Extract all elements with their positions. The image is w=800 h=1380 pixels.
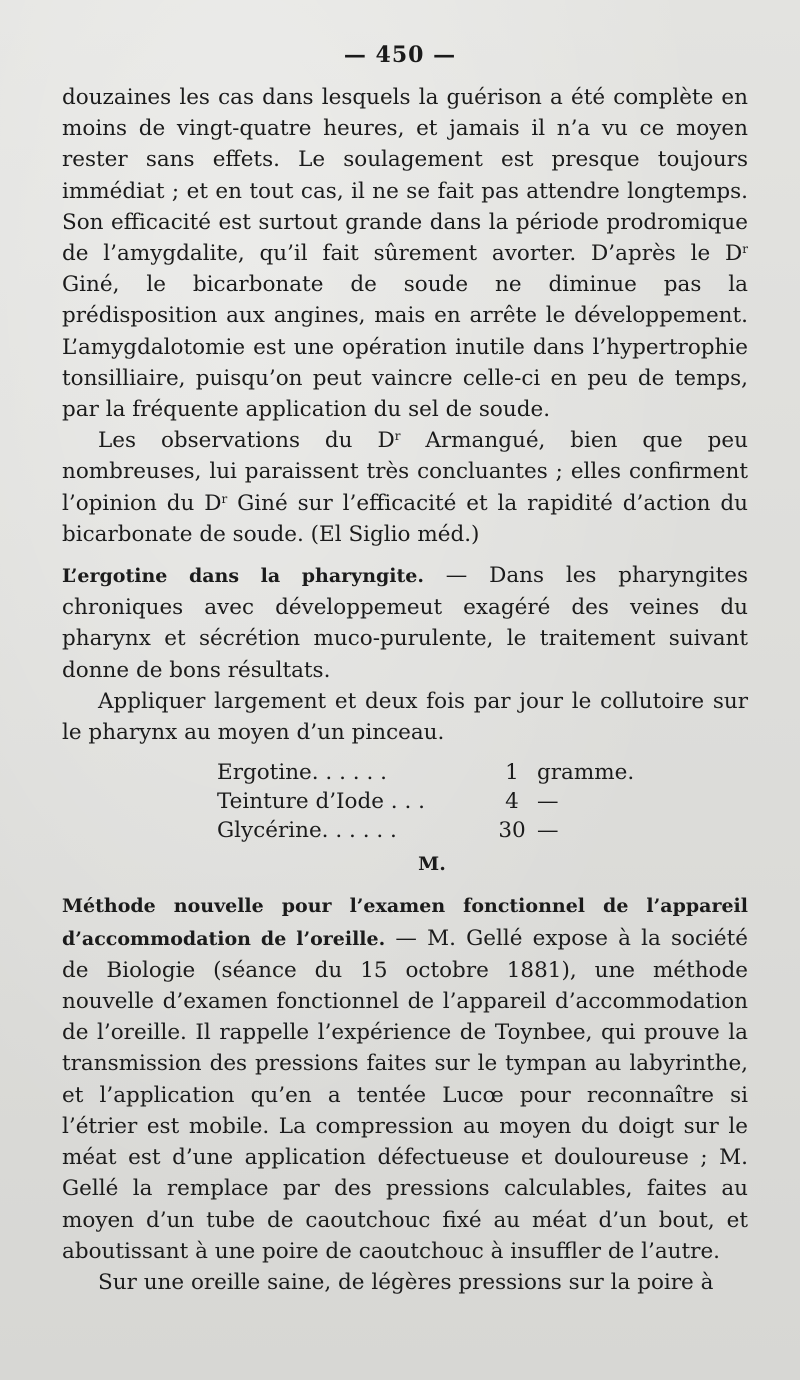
recipe-ingredient: Glycérine. . . . . .: [217, 818, 397, 844]
recipe-row: [217, 758, 687, 787]
section-ergotine: [62, 560, 748, 686]
section-text-gelle: — M. Gellé expose à la société de Biologie (séance du 15 octobre 1881), une méthode nouvelle d’examen fonctionnel de l’appareil d’accommodation de l’oreille. Il rappelle l’expérience de Toynbee, qui prouve la transmission des pressions faites sur le tympan au labyrinthe, et l’application qu’en a tentée Lucœ pour reconnaître si l’étrier est mobile. La compression au moyen du doigt sur le méat est d’une application défectueuse et douloureuse ; M. Gellé la remplace par des pressions calculables, faites au moyen d’un tube de caoutchouc fixé au méat d’un bout, et aboutissant à une poire de caoutchouc à insuffler de l’autre.: [62, 925, 748, 1264]
recipe-quantity: 30: [498, 818, 526, 844]
spacer: [62, 880, 748, 890]
paragraph-application: Appliquer largement et deux fois par jour le collutoire sur le pharynx au moyen d’un pinceau.: [62, 688, 748, 746]
recipe-ingredient: Teinture d’Iode . . .: [217, 789, 425, 815]
author-signature: M.: [418, 853, 446, 876]
page-body: [62, 82, 748, 1298]
recipe-unit: —: [537, 789, 559, 815]
section-text-ergotine: — Dans les pharyngites chroniques avec développemeut exagéré des veines du pharynx et sécrétion muco-purulente, le traitement suivant donne de bons résultats.: [62, 563, 748, 683]
paragraph-armangue: Les observations du $D^r$ Armangué, bien que peu nombreuses, lui paraissent très concluantes ; elles confirment l’opinion du $D^r$ Giné sur l’efficacité et la rapidité d’action du bicarbonate de soude. (El Siglio méd.): [62, 428, 748, 547]
recipe-row: [217, 787, 687, 816]
recipe-quantity: 1: [505, 760, 519, 786]
recipe-unit: gramme.: [537, 760, 635, 786]
recipe-row: [217, 816, 687, 845]
paragraph-continuation: douzaines les cas dans lesquels la guérison a été complète en moins de vingt-quatre heures, et jamais il n’a vu ce moyen rester sans effets. Le soulagement est presque toujours immédiat ; et en tout cas, il ne se fait pas attendre longtemps. Son efficacité est surtout grande dans la période prodromique de l’amygdalite, qu’il fait sûrement avorter. D’après le $D^r$ Giné, le bicarbonate de soude ne diminue pas la prédisposition aux angines, mais en arrête le développement. L’amygdalotomie est une opération inutile dans l’hypertrophie tonsilliaire, puisqu’on peut vaincre celle-ci en peu de temps, par la fréquente application du sel de soude.: [62, 85, 748, 423]
paragraph-oreille-saine: Sur une oreille saine, de légères pressions sur la poire à: [98, 1269, 714, 1295]
section-gelle: [62, 890, 748, 1266]
section-title-ergotine: L’ergotine dans la pharyngite.: [62, 565, 424, 588]
recipe-ingredient: Ergotine. . . . . .: [217, 760, 387, 786]
spacer: [62, 550, 748, 560]
page-number: — 450 —: [343, 42, 457, 68]
section-title-gelle: Méthode nouvelle pour l’examen fonctionnel de l’appareil d’accommodation de l’oreille.: [62, 895, 748, 950]
recipe-quantity: 4: [505, 789, 519, 815]
recipe-unit: —: [537, 818, 559, 844]
recipe-list: [217, 758, 687, 880]
